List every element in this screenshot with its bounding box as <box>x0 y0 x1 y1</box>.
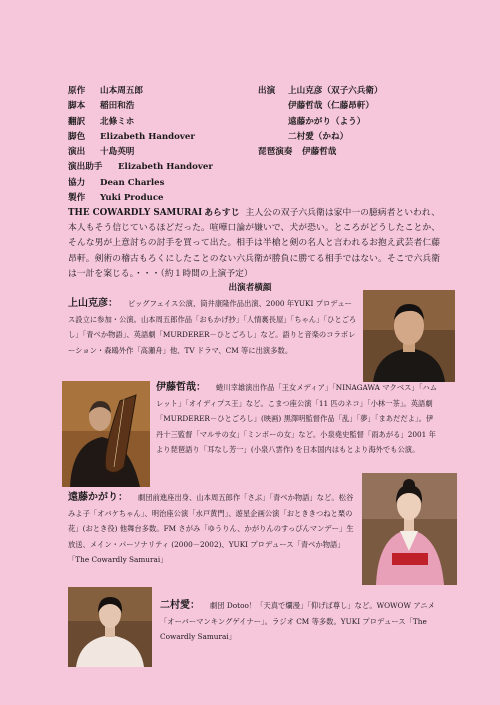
credit-role: 脚色 <box>68 131 86 142</box>
cast-heading: 出演者横顔 <box>228 283 272 293</box>
cast-bio-endo <box>68 490 360 568</box>
biwa-player-image <box>62 381 150 487</box>
credit-name: 上山克彦（双子六兵衛） <box>288 86 383 96</box>
credit-name: 二村愛（かね） <box>288 131 349 142</box>
credit-row <box>258 130 383 145</box>
credit-name: Elizabeth Handover <box>100 131 195 142</box>
credit-row <box>258 84 383 99</box>
cast-bio-ito <box>156 380 438 458</box>
cast-text: ビッグフェイス公演、筒井康隆作品出演、2000 年YUKI プロデュース設立に参加・公演。山本周五郎作品「おもかげ抄」「人情裏長屋」「ちゃん」「ひとごろし」「青べか物語」、英語劇「MURDERER－ひとごろし」など。語りと音楽のコラボレーション・森鴎外作「高瀬舟」他、TV ドラマ、CM 等に出演多数。 <box>68 299 357 355</box>
cast-text: 劇団 Dotoo！「天真で爛漫」「仰げば尊し」など。WOWOW アニメ「オーバーマンキングゲイナー」。ラジオ CM 等多数。YUKI プロデュース「The Cowardly Samurai」 <box>160 601 435 642</box>
credit-role: 脚本 <box>68 101 86 112</box>
cast-photo-ito <box>62 381 150 487</box>
credit-role: 原作 <box>68 86 86 96</box>
credit-role: 製作 <box>68 193 86 204</box>
cast-text: 蜷川幸雄演出作品「王女メディア」「NINAGAWA マクベス」「ハムレット」「オイディプス王」など。こまつ座公演「11 匹のネコ」「小林一茶」。英語劇「MURDERER－ひとごろし」(映画) 黒澤明監督作品「乱」「夢」「まあだだよ」。伊丹十三監督「マルサの女」「ミンボーの女」など。小泉堯史監督「雨あがる」2001 年より琵琶語り「耳なし芳一」(小泉八雲作) を日本国内はもとより海外でも公演。 <box>156 383 437 455</box>
credit-name: Yuki Produce <box>100 193 164 204</box>
credit-role: 琵琶演奏 <box>258 147 293 158</box>
credit-name: 遠藤かがり（よう） <box>288 116 366 127</box>
cast-text: 劇団前進座出身、山本周五郎作「さぶ」「青べか物語」など。松谷みよ子「オバケちゃん」、明治座公演「水戸黄門」、遊星企画公演「おとききつねと栗の花」(おとき役) 他舞台多数。FM さがみ「ゆうりん、かがりんのすっぴんマンデー」生放送、メイン・パーソナリティ (2000－2002)、YUKI プロデュース「青べか物語」「The Cowardly Samurai」 <box>68 493 354 565</box>
credits-left <box>68 84 213 206</box>
cast-bio-uyama <box>68 296 358 358</box>
credits-right <box>258 84 383 160</box>
synopsis-label: あらすじ <box>204 208 240 218</box>
cast-name: 二村愛： <box>160 600 200 611</box>
credit-row <box>68 176 213 191</box>
cast-name: 上山克彦： <box>68 298 118 309</box>
credit-row <box>68 84 213 99</box>
credit-name: 北條ミホ <box>100 116 135 127</box>
credit-row <box>68 145 213 160</box>
credit-role: 出演 <box>258 86 276 96</box>
credit-role: 演出助手 <box>68 162 103 173</box>
credit-row <box>68 160 213 175</box>
cast-photo-uyama <box>363 290 455 382</box>
credit-name: 稲田和浩 <box>100 101 135 112</box>
synopsis <box>68 206 440 282</box>
cast-photo-nimura <box>68 587 152 667</box>
credit-name: Dean Charles <box>100 177 165 188</box>
cast-photo-endo <box>362 473 457 585</box>
portrait-image <box>68 587 152 667</box>
cast-name: 伊藤哲哉： <box>156 382 206 393</box>
credit-role: 翻訳 <box>68 116 86 127</box>
credit-row <box>258 115 383 130</box>
credit-row <box>258 99 383 114</box>
credit-name: 伊藤哲哉 <box>302 147 337 158</box>
kimono-portrait-image <box>362 473 457 585</box>
credit-role: 演出 <box>68 147 86 158</box>
credit-row <box>68 99 213 114</box>
credit-row <box>68 115 213 130</box>
credit-name: 山本周五郎 <box>100 86 143 96</box>
portrait-image <box>363 290 455 382</box>
credit-row <box>68 191 213 206</box>
credit-role: 協力 <box>68 177 86 188</box>
credit-row <box>258 145 383 160</box>
synopsis-text: 主人公の双子六兵衛は家中一の臆病者といわれ、本人もそう信じているほどだった。喧嘩口論が嫌いで、犬が恐い。ところがどうしたことか、そんな男が上意討ちの討手を買って出た。相手は半槍と剣の名人と言われるお抱え武芸者仁藤昂軒。剣術の稽古もろくにしたことのない六兵衛が勝負に勝てる相手ではない。そこで六兵衛は一計を案じる。・・・（約１時間の上演予定） <box>68 208 440 279</box>
cast-bio-nimura <box>160 598 445 645</box>
credit-name: 十島英明 <box>100 147 135 158</box>
cast-name: 遠藤かがり： <box>68 492 128 503</box>
credit-name: 伊藤哲哉（仁藤昂軒） <box>288 101 374 112</box>
credit-name: Elizabeth Handover <box>118 162 213 173</box>
synopsis-title: THE COWARDLY SAMURAI <box>68 208 203 218</box>
credit-row <box>68 130 213 145</box>
